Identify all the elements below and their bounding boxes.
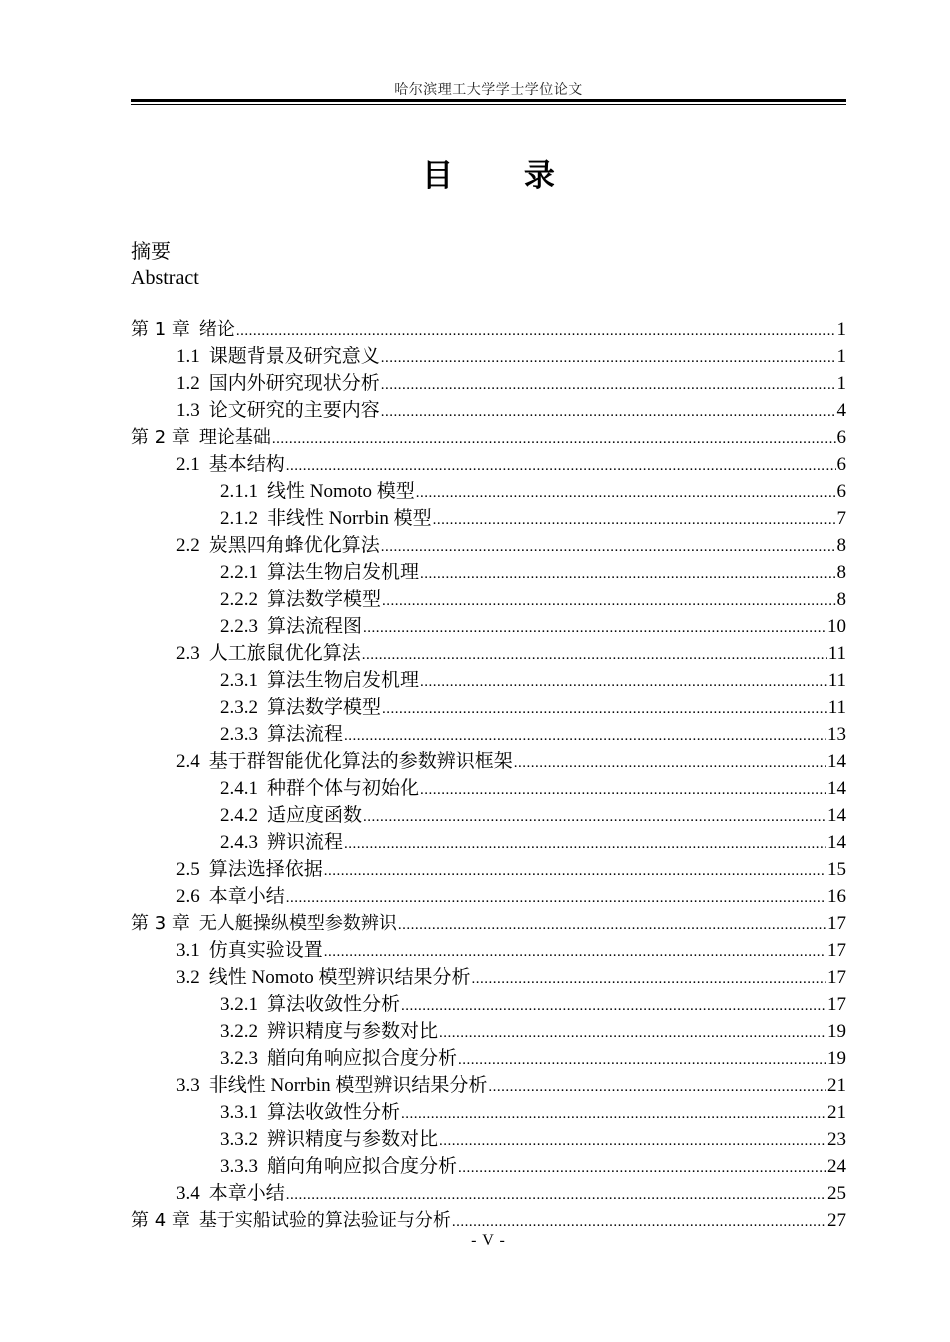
header-rule-thick bbox=[131, 99, 846, 102]
toc-entry[interactable] bbox=[131, 991, 846, 1018]
toc-dot-leader bbox=[514, 750, 826, 777]
toc-dot-leader bbox=[344, 831, 826, 858]
toc-entry-number: 3.2.2 bbox=[220, 1021, 258, 1042]
toc-entry-number: 2.6 bbox=[176, 886, 200, 907]
toc-entry-page: 6 bbox=[836, 427, 846, 448]
toc-entry[interactable] bbox=[131, 424, 846, 451]
toc-entry[interactable] bbox=[131, 343, 846, 370]
toc-entry[interactable] bbox=[131, 532, 846, 559]
toc-dot-leader bbox=[439, 1128, 826, 1155]
toc-entry-number: 2.1.1 bbox=[220, 481, 258, 502]
toc-entry-page: 19 bbox=[827, 1021, 846, 1042]
toc-dot-leader bbox=[381, 534, 836, 561]
toc-dot-leader bbox=[324, 939, 826, 966]
toc-dot-leader bbox=[420, 777, 826, 804]
toc-entry-label: 艏向角响应拟合度分析 bbox=[267, 1048, 458, 1069]
toc-entry-label: 线性 Nomoto 模型辨识结果分析 bbox=[208, 967, 471, 988]
toc-entry[interactable] bbox=[131, 910, 846, 937]
toc-entry-label: 艏向角响应拟合度分析 bbox=[267, 1156, 458, 1177]
toc-entry-label: 无人艇操纵模型参数辨识 bbox=[198, 913, 397, 934]
toc-entry-label: 本章小结 bbox=[208, 1183, 285, 1204]
toc-title: 目 录 bbox=[422, 158, 585, 194]
toc-entry-page: 19 bbox=[827, 1048, 846, 1069]
toc-entry[interactable] bbox=[131, 613, 846, 640]
toc-entry-label: 算法选择依据 bbox=[208, 859, 323, 880]
toc-entry-number: 第 3 章 bbox=[131, 913, 190, 934]
toc-entry-label: 论文研究的主要内容 bbox=[208, 400, 380, 421]
toc-entry-number: 2.1 bbox=[176, 454, 200, 475]
toc-dot-leader bbox=[272, 426, 836, 453]
toc-entry[interactable] bbox=[131, 316, 846, 343]
toc-entry-label: 算法流程图 bbox=[267, 616, 363, 637]
toc-dot-leader bbox=[363, 615, 826, 642]
toc-entry[interactable] bbox=[131, 883, 846, 910]
toc-entry[interactable] bbox=[131, 397, 846, 424]
toc-entry-number: 2.3.2 bbox=[220, 697, 258, 718]
toc-entry-label: 辨识精度与参数对比 bbox=[267, 1129, 439, 1150]
toc-dot-leader bbox=[439, 1020, 826, 1047]
toc-entry-page: 15 bbox=[827, 859, 846, 880]
header-rule-thin bbox=[131, 104, 846, 105]
toc-entry-number: 2.2.3 bbox=[220, 616, 258, 637]
toc-entry-page: 6 bbox=[836, 454, 846, 475]
toc-entry-page: 8 bbox=[836, 589, 846, 610]
toc-dot-leader bbox=[382, 696, 827, 723]
toc-dot-leader bbox=[286, 1182, 826, 1209]
front-matter bbox=[131, 239, 846, 291]
toc-entry[interactable] bbox=[131, 802, 846, 829]
toc-entry[interactable] bbox=[131, 1045, 846, 1072]
toc-entry-label: 辨识精度与参数对比 bbox=[267, 1021, 439, 1042]
toc-entry[interactable] bbox=[131, 748, 846, 775]
toc-entry-page: 8 bbox=[836, 562, 846, 583]
toc-dot-leader bbox=[286, 453, 836, 480]
toc-dot-leader bbox=[381, 345, 836, 372]
toc-dot-leader bbox=[401, 1101, 826, 1128]
toc-entry-number: 第 1 章 bbox=[131, 319, 190, 340]
front-matter-abstract-cn[interactable]: 摘要 bbox=[131, 241, 171, 263]
toc-entry-number: 2.2.1 bbox=[220, 562, 258, 583]
toc-entry-number: 3.3.3 bbox=[220, 1156, 258, 1177]
toc-entry-page: 11 bbox=[827, 670, 846, 691]
toc-dot-leader bbox=[458, 1047, 826, 1074]
toc-entry-number: 2.4.1 bbox=[220, 778, 258, 799]
toc-entry-number: 第 4 章 bbox=[131, 1210, 190, 1231]
toc-entry[interactable] bbox=[131, 829, 846, 856]
toc-entry-page: 25 bbox=[827, 1183, 846, 1204]
toc-dot-leader bbox=[363, 804, 826, 831]
toc-entry[interactable] bbox=[131, 775, 846, 802]
running-header: 哈尔滨理工大学学士学位论文 bbox=[394, 83, 583, 98]
toc-entry-label: 基于群智能优化算法的参数辨识框架 bbox=[208, 751, 513, 772]
toc-entry-number: 1.2 bbox=[176, 373, 200, 394]
toc-entry-label: 算法收敛性分析 bbox=[267, 994, 401, 1015]
toc-entry-label: 绪论 bbox=[198, 319, 235, 340]
toc-entry-label: 仿真实验设置 bbox=[208, 940, 323, 961]
toc-entry[interactable] bbox=[131, 1126, 846, 1153]
toc-entry-label: 线性 Nomoto 模型 bbox=[267, 481, 415, 502]
toc-entry[interactable] bbox=[131, 586, 846, 613]
toc-entry[interactable] bbox=[131, 721, 846, 748]
toc-entry-label: 算法数学模型 bbox=[267, 697, 382, 718]
toc-entry-number: 2.5 bbox=[176, 859, 200, 880]
toc-entry-label: 本章小结 bbox=[208, 886, 285, 907]
toc-entry-number: 1.1 bbox=[176, 346, 200, 367]
toc-entry-label: 课题背景及研究意义 bbox=[208, 346, 380, 367]
toc-entry-label: 算法收敛性分析 bbox=[267, 1102, 401, 1123]
toc-entry-number: 2.1.2 bbox=[220, 508, 258, 529]
toc-entry-number: 3.3.1 bbox=[220, 1102, 258, 1123]
toc-entry-number: 2.4.2 bbox=[220, 805, 258, 826]
toc-entry-page: 4 bbox=[836, 400, 846, 421]
toc-dot-leader bbox=[398, 912, 826, 939]
toc-entry-page: 17 bbox=[827, 967, 846, 988]
toc-entry[interactable] bbox=[131, 451, 846, 478]
toc-entry[interactable] bbox=[131, 478, 846, 505]
toc-entry[interactable] bbox=[131, 1072, 846, 1099]
toc-entry-label: 辨识流程 bbox=[267, 832, 344, 853]
toc-entry[interactable] bbox=[131, 559, 846, 586]
toc-entry-number: 2.3 bbox=[176, 643, 200, 664]
toc-entry-label: 人工旅鼠优化算法 bbox=[208, 643, 361, 664]
toc-entry[interactable] bbox=[131, 640, 846, 667]
toc-entry-label: 算法流程 bbox=[267, 724, 344, 745]
toc-entry-label: 基于实船试验的算法验证与分析 bbox=[198, 1210, 451, 1231]
toc-entry-page: 10 bbox=[827, 616, 846, 637]
toc-entry-label: 基本结构 bbox=[208, 454, 285, 475]
toc-entry-label: 理论基础 bbox=[198, 427, 271, 448]
toc-entry-number: 3.3 bbox=[176, 1075, 200, 1096]
toc-entry[interactable] bbox=[131, 937, 846, 964]
toc-entry-number: 2.2 bbox=[176, 535, 200, 556]
toc-dot-leader bbox=[381, 399, 836, 426]
toc-entry-page: 14 bbox=[827, 751, 846, 772]
page-number: - V - bbox=[471, 1232, 506, 1249]
toc-entry-label: 算法生物启发机理 bbox=[267, 670, 420, 691]
toc-entry-page: 6 bbox=[836, 481, 846, 502]
toc-dot-leader bbox=[420, 561, 835, 588]
toc-entry-page: 23 bbox=[827, 1129, 846, 1150]
toc-entry-page: 21 bbox=[827, 1075, 846, 1096]
toc-entry-number: 2.3.1 bbox=[220, 670, 258, 691]
toc-entry-page: 17 bbox=[827, 940, 846, 961]
toc-dot-leader bbox=[381, 372, 836, 399]
toc-dot-leader bbox=[236, 318, 836, 345]
toc-entry[interactable] bbox=[131, 1207, 846, 1234]
toc-entry[interactable] bbox=[131, 667, 846, 694]
toc-dot-leader bbox=[420, 669, 827, 696]
toc-entry-number: 3.4 bbox=[176, 1183, 200, 1204]
toc-dot-leader bbox=[433, 507, 836, 534]
toc-entry-label: 炭黑四角蜂优化算法 bbox=[208, 535, 380, 556]
toc-dot-leader bbox=[488, 1074, 826, 1101]
toc-entry-label: 算法生物启发机理 bbox=[267, 562, 420, 583]
toc-entry-page: 14 bbox=[827, 778, 846, 799]
toc-dot-leader bbox=[401, 993, 826, 1020]
toc-entry-page: 21 bbox=[827, 1102, 846, 1123]
toc-entry-page: 7 bbox=[836, 508, 846, 529]
toc-entry-page: 13 bbox=[827, 724, 846, 745]
toc-entry[interactable] bbox=[131, 1153, 846, 1180]
toc-entry-number: 2.3.3 bbox=[220, 724, 258, 745]
toc-entry-number: 3.3.2 bbox=[220, 1129, 258, 1150]
toc-entry-page: 17 bbox=[827, 913, 846, 934]
toc-entry[interactable] bbox=[131, 1018, 846, 1045]
toc-entry-number: 2.2.2 bbox=[220, 589, 258, 610]
toc-entry-number: 第 2 章 bbox=[131, 427, 190, 448]
toc-entry-number: 3.2 bbox=[176, 967, 200, 988]
toc-entry[interactable] bbox=[131, 1099, 846, 1126]
toc-entry-page: 24 bbox=[827, 1156, 846, 1177]
toc-entry-page: 14 bbox=[827, 805, 846, 826]
toc-dot-leader bbox=[362, 642, 827, 669]
toc-dot-leader bbox=[286, 885, 826, 912]
toc-entry-number: 2.4.3 bbox=[220, 832, 258, 853]
front-matter-abstract-en[interactable]: Abstract bbox=[131, 267, 199, 289]
toc-entry[interactable] bbox=[131, 694, 846, 721]
toc-dot-leader bbox=[382, 588, 835, 615]
toc-entry[interactable] bbox=[131, 964, 846, 991]
toc-dot-leader bbox=[324, 858, 826, 885]
toc-entry-page: 11 bbox=[827, 697, 846, 718]
toc-entry-label: 适应度函数 bbox=[267, 805, 363, 826]
toc-dot-leader bbox=[458, 1155, 826, 1182]
toc-entry-label: 非线性 Norrbin 模型 bbox=[267, 508, 432, 529]
toc-entry-page: 1 bbox=[836, 319, 846, 340]
table-of-contents bbox=[131, 316, 846, 1234]
toc-dot-leader bbox=[472, 966, 826, 993]
toc-dot-leader bbox=[416, 480, 836, 507]
toc-entry-page: 14 bbox=[827, 832, 846, 853]
toc-entry-number: 3.2.1 bbox=[220, 994, 258, 1015]
toc-entry-page: 8 bbox=[836, 535, 846, 556]
toc-entry-number: 1.3 bbox=[176, 400, 200, 421]
toc-entry-label: 算法数学模型 bbox=[267, 589, 382, 610]
toc-entry-page: 27 bbox=[827, 1210, 846, 1231]
toc-entry-page: 11 bbox=[827, 643, 846, 664]
toc-entry-page: 1 bbox=[836, 346, 846, 367]
toc-entry-number: 2.4 bbox=[176, 751, 200, 772]
toc-entry[interactable] bbox=[131, 505, 846, 532]
toc-entry[interactable] bbox=[131, 1180, 846, 1207]
toc-entry-page: 16 bbox=[827, 886, 846, 907]
toc-entry-label: 国内外研究现状分析 bbox=[208, 373, 380, 394]
toc-entry-number: 3.2.3 bbox=[220, 1048, 258, 1069]
toc-entry[interactable] bbox=[131, 856, 846, 883]
toc-dot-leader bbox=[344, 723, 826, 750]
toc-entry-page: 1 bbox=[836, 373, 846, 394]
toc-entry[interactable] bbox=[131, 370, 846, 397]
toc-entry-page: 17 bbox=[827, 994, 846, 1015]
toc-entry-number: 3.1 bbox=[176, 940, 200, 961]
toc-entry-label: 非线性 Norrbin 模型辨识结果分析 bbox=[208, 1075, 488, 1096]
toc-entry-label: 种群个体与初始化 bbox=[267, 778, 420, 799]
